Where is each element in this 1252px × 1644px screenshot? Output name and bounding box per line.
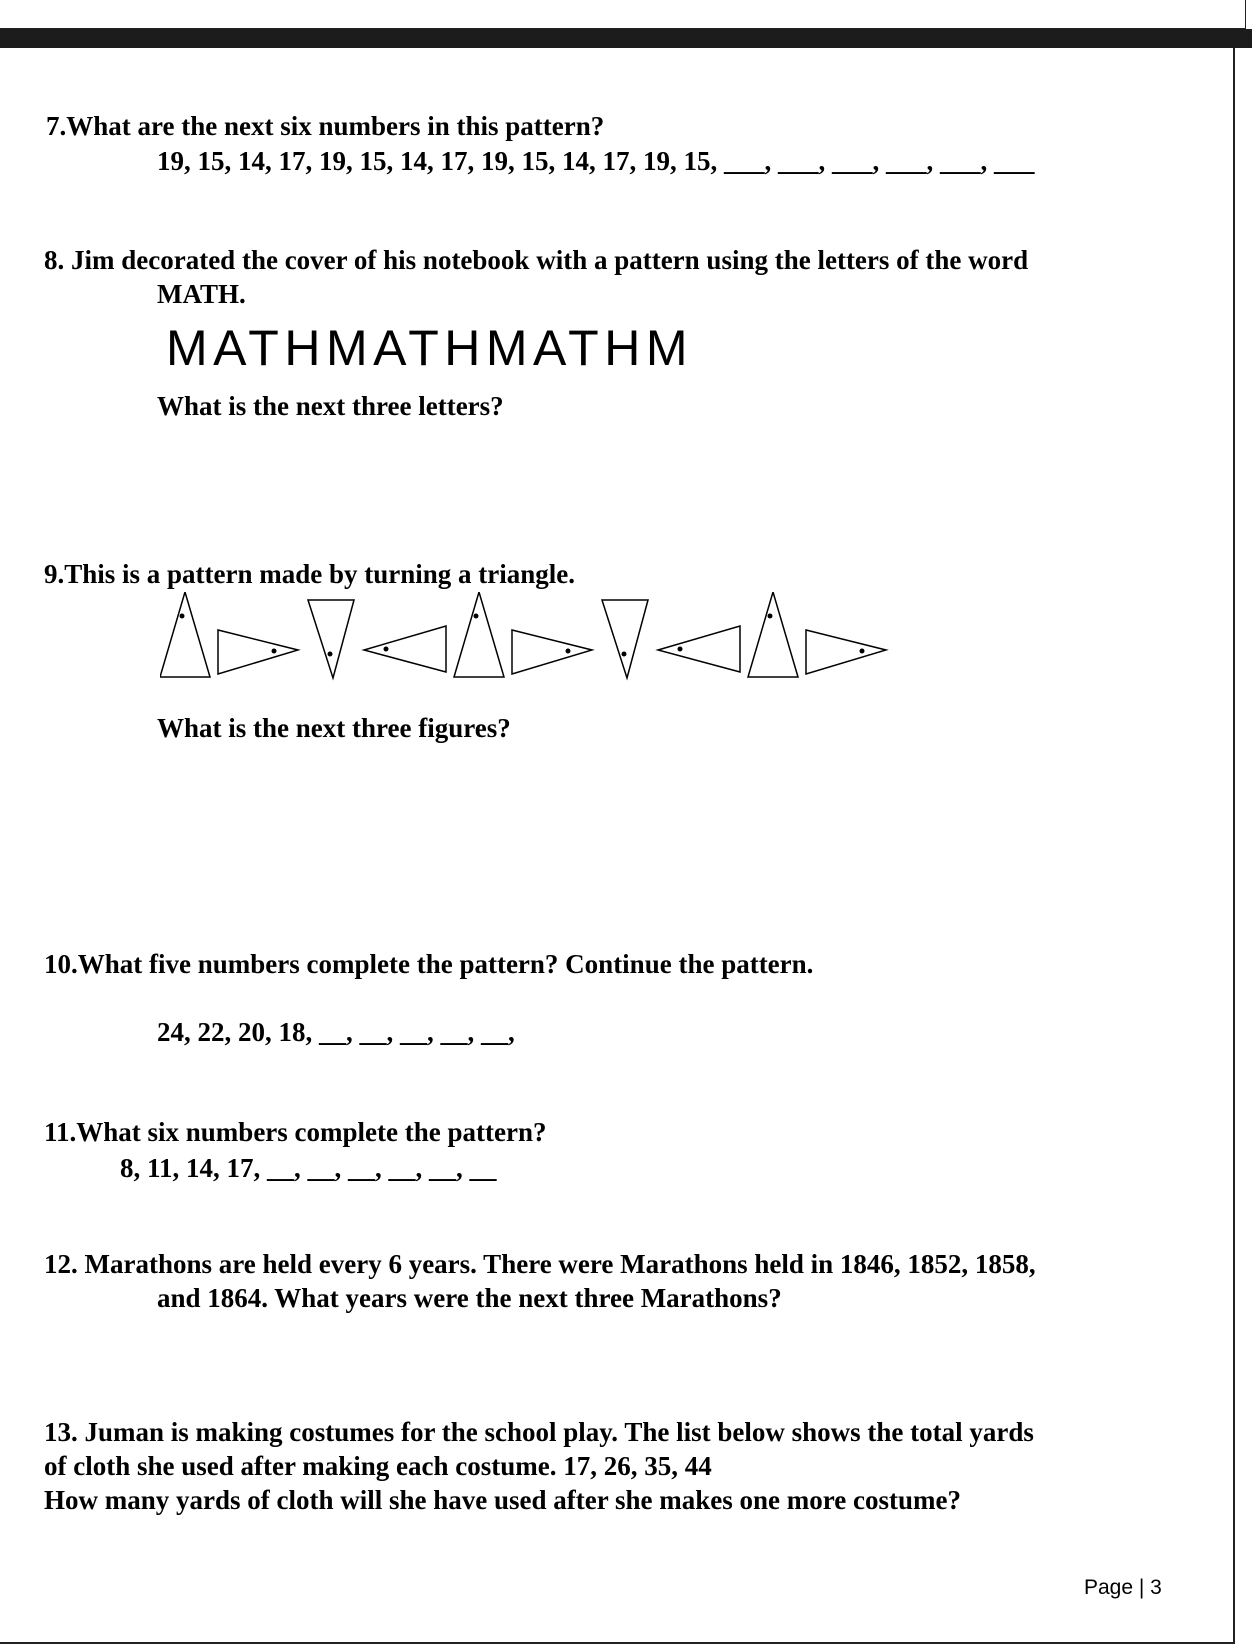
triangle-up-5 [454,592,504,677]
triangle-right-10 [806,630,886,674]
header-bar [0,29,1252,48]
q8-letter-pattern: MATHMATHMATHM [166,320,693,376]
q8-prompt: What is the next three letters? [157,391,504,421]
triangle-up-1 [160,592,210,677]
triangle-left-4 [364,626,446,672]
triangle-up-9 [748,592,798,677]
q12-question-line2: and 1864. What years were the next three Marathons? [157,1283,782,1313]
triangle-right-2 [218,630,298,674]
triangle-right-6 [512,630,592,674]
triangle-left-8 [658,626,740,672]
triangle-down-7 [602,600,648,678]
q12-question-line1: 12. Marathons are held every 6 years. There were Marathons held in 1846, 1852, 1858, [44,1249,1036,1279]
q7-question: 7.What are the next six numbers in this pattern? [46,111,605,141]
q10-sequence: 24, 22, 20, 18, __, __, __, __, __, [157,1017,515,1047]
page-number: Page | 3 [1084,1576,1162,1599]
q11-sequence: 8, 11, 14, 17, __, __, __, __, __, __ [120,1153,497,1183]
q13-question-line1: 13. Juman is making costumes for the school play. The list below shows the total yards [44,1417,1034,1447]
q13-question-line2: of cloth she used after making each costume. 17, 26, 35, 44 [44,1451,712,1481]
q13-question-line3: How many yards of cloth will she have used after she makes one more costume? [44,1485,961,1515]
q11-question: 11.What six numbers complete the pattern? [44,1117,547,1147]
top-rule [0,0,1246,29]
q8-question-line1: 8. Jim decorated the cover of his notebook with a pattern using the letters of the word [44,245,1029,275]
q10-question: 10.What five numbers complete the pattern? Continue the pattern. [44,949,814,979]
triangle-down-3 [308,600,354,678]
q7-sequence: 19, 15, 14, 17, 19, 15, 14, 17, 19, 15, 14, 17, 19, 15, ___, ___, ___, ___, ___, ___ [157,146,1035,176]
q9-prompt: What is the next three figures? [157,713,511,743]
q9-triangle-pattern [160,592,900,684]
q8-question-line2: MATH. [157,279,246,309]
q9-question: 9.This is a pattern made by turning a triangle. [44,559,576,589]
